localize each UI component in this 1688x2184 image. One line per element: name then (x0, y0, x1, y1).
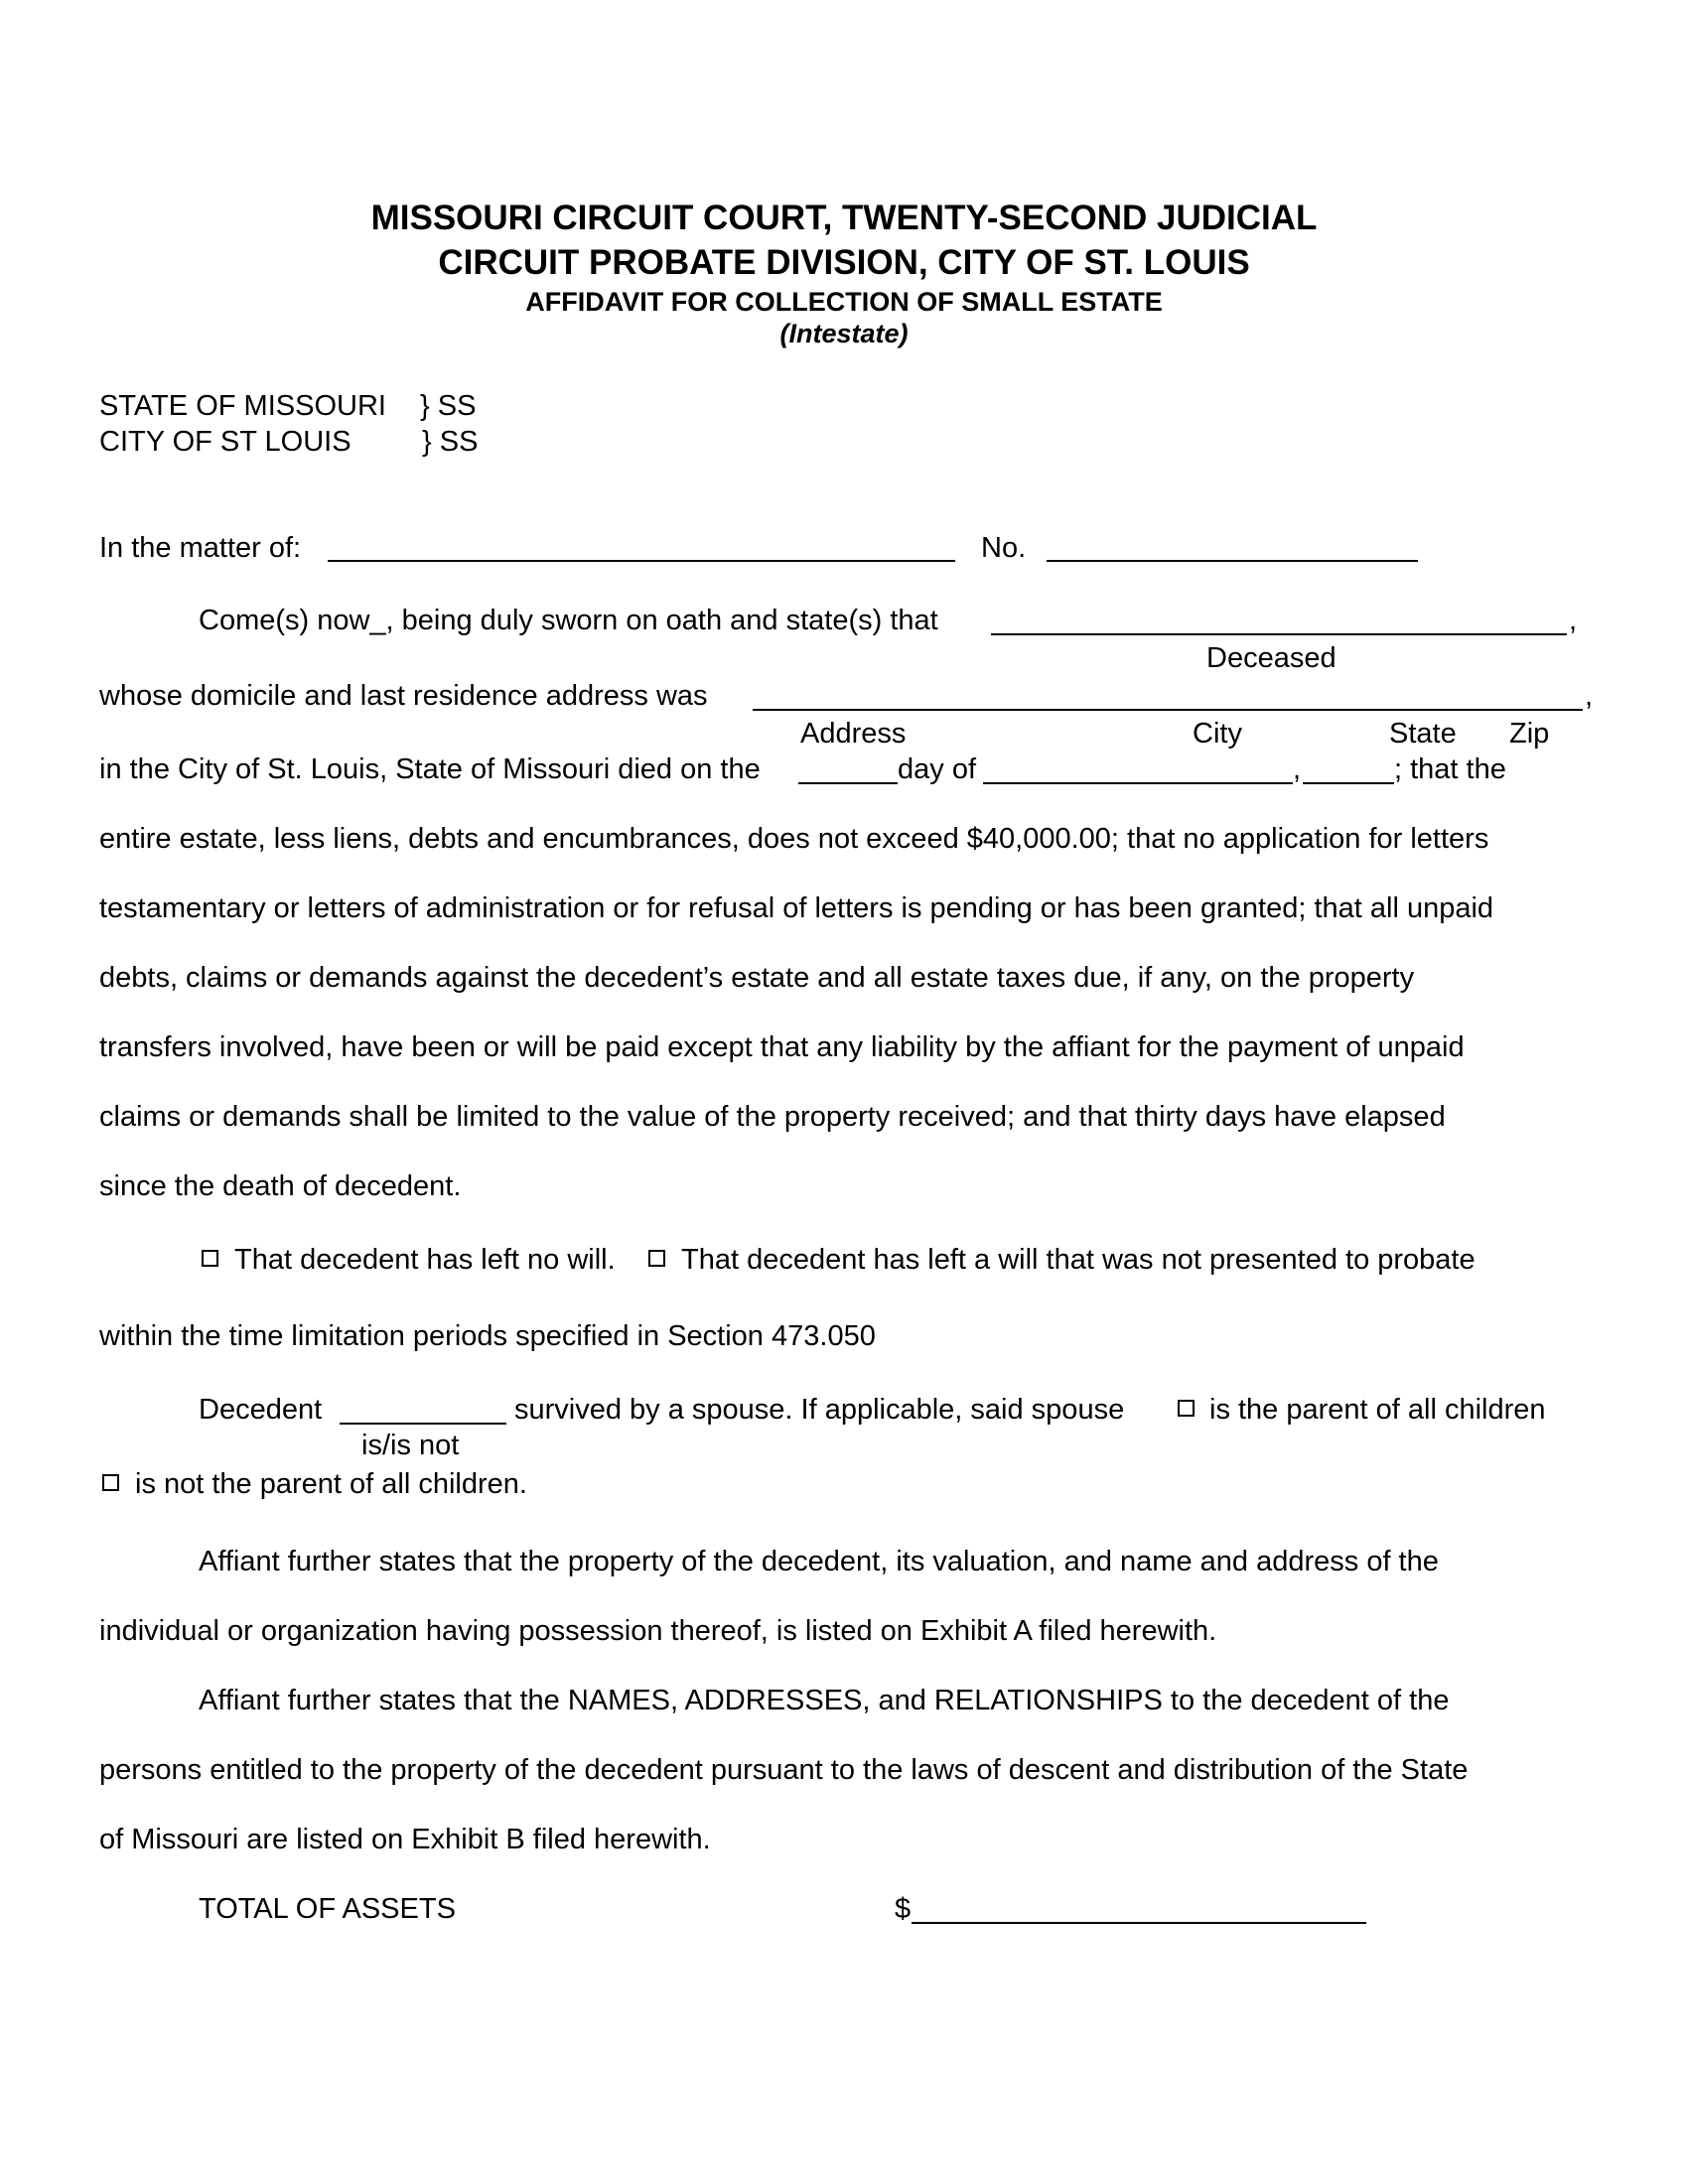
comma-1: , (1569, 605, 1578, 636)
venue-state: STATE OF MISSOURI (99, 390, 386, 422)
domicile-text: whose domicile and last residence address was (99, 680, 708, 712)
no-will-checkbox[interactable] (202, 1250, 218, 1267)
deceased-name-line[interactable] (991, 633, 1567, 635)
will-continuation: within the time limitation periods specified in Section 473.050 (99, 1320, 876, 1352)
decedent-label: Decedent (199, 1394, 323, 1426)
paragraph-line: testamentary or letters of administration or for refusal of letters is pending or has been granted; that all unpaid (99, 892, 1494, 924)
venue-ss-2: } SS (422, 426, 479, 458)
exhibit-b-line: persons entitled to the property of the decedent pursuant to the laws of descent and distribution of the State (99, 1754, 1469, 1786)
matter-label: In the matter of: (99, 532, 302, 564)
form-subtitle: (Intestate) (779, 319, 909, 348)
form-title: AFFIDAVIT FOR COLLECTION OF SMALL ESTATE (525, 287, 1163, 317)
state-caption: State (1389, 718, 1457, 750)
exhibit-b-line: of Missouri are listed on Exhibit B filed herewith. (99, 1824, 711, 1855)
spouse-status-line[interactable] (340, 1423, 506, 1425)
death-day-line[interactable] (798, 782, 898, 784)
court-title-line2: CIRCUIT PROBATE DIVISION, CITY OF ST. LOUIS (438, 243, 1250, 282)
city-caption: City (1193, 718, 1242, 750)
will-not-presented-checkbox[interactable] (648, 1250, 665, 1267)
paragraph-line: transfers involved, have been or will be paid except that any liability by the affiant for the payment of unpaid (99, 1031, 1465, 1063)
survived-text: survived by a spouse. If applicable, said spouse (514, 1394, 1125, 1426)
paragraph-line: claims or demands shall be limited to the value of the property received; and that thirty days have elapsed (99, 1101, 1446, 1133)
dollar-sign: $ (895, 1893, 912, 1925)
paragraph-line: since the death of decedent. (99, 1170, 462, 1202)
is-not-parent-checkbox[interactable] (102, 1474, 119, 1491)
death-year-line[interactable] (1303, 782, 1394, 784)
matter-name-line[interactable] (328, 560, 955, 562)
total-assets-line[interactable] (912, 1922, 1366, 1924)
come-now-text: Come(s) now_, being duly sworn on oath and state(s) that (199, 605, 938, 636)
case-number-line[interactable] (1047, 560, 1418, 562)
exhibit-a-line: individual or organization having possession thereof, is listed on Exhibit A filed herewith. (99, 1615, 1217, 1647)
no-will-label: That decedent has left no will. (234, 1244, 616, 1276)
death-month-line[interactable] (983, 782, 1293, 784)
is-parent-label: is the parent of all children (1209, 1394, 1546, 1426)
paragraph-line: entire estate, less liens, debts and encumbrances, does not exceed $40,000.00; that no application for letters (99, 823, 1489, 855)
residence-address-line[interactable] (753, 709, 1583, 711)
died-on-text: in the City of St. Louis, State of Missouri died on the (99, 753, 761, 785)
will-not-presented-label: That decedent has left a will that was not presented to probate (681, 1244, 1476, 1276)
case-number-label: No. (981, 532, 1027, 564)
is-parent-checkbox[interactable] (1178, 1400, 1195, 1417)
venue-ss-1: } SS (420, 390, 477, 422)
is-isnot-caption: is/is not (361, 1430, 460, 1461)
exhibit-b-line: Affiant further states that the NAMES, ADDRESSES, and RELATIONSHIPS to the decedent of the (199, 1685, 1450, 1716)
address-caption: Address (800, 718, 907, 750)
is-not-parent-label: is not the parent of all children. (135, 1468, 527, 1500)
that-the-text: ; that the (1394, 753, 1506, 785)
total-assets-label: TOTAL OF ASSETS (199, 1893, 456, 1925)
comma-2: , (1585, 680, 1594, 712)
court-title-line1: MISSOURI CIRCUIT COURT, TWENTY-SECOND JUDICIAL (370, 199, 1318, 237)
exhibit-a-line: Affiant further states that the property of the decedent, its valuation, and name and address of the (199, 1546, 1439, 1577)
paragraph-line: debts, claims or demands against the decedent’s estate and all estate taxes due, if any, on the property (99, 962, 1415, 994)
zip-caption: Zip (1509, 718, 1550, 750)
deceased-caption: Deceased (1206, 642, 1336, 674)
venue-city: CITY OF ST LOUIS (99, 426, 352, 458)
day-of-text: day of (898, 753, 976, 785)
comma-3: , (1293, 753, 1302, 785)
